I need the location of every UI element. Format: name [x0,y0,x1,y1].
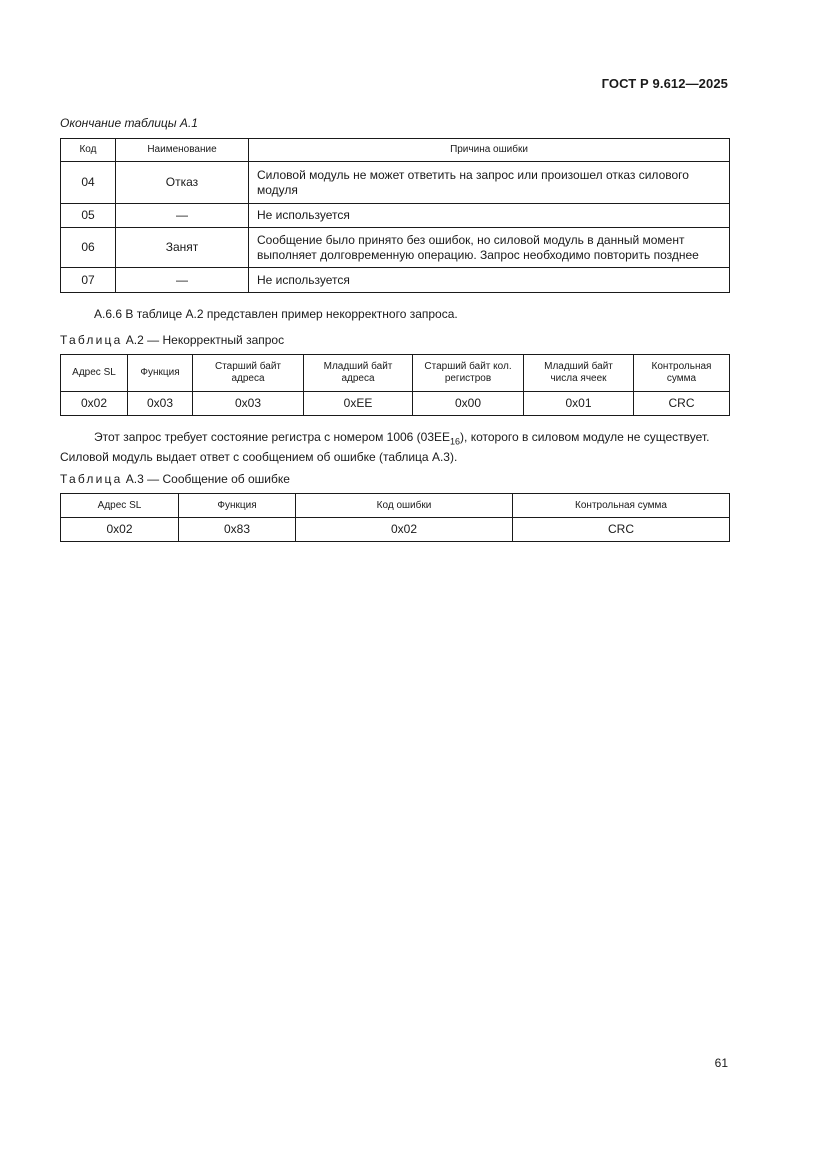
paragraph-a66: А.6.6 В таблице А.2 представлен пример некорректного запроса. [94,307,458,321]
table-row [61,518,730,542]
table-label: Таблица [60,472,123,486]
reason-cell: Сообщение было принято без ошибок, но силовой модуль в данный момент выполняет долговременную операцию. Запрос необходимо повторить позднее [249,228,730,268]
column-header: Старший байт адреса [193,355,304,392]
column-header: Младший байт адреса [304,355,413,392]
column-header: Функция [128,355,193,392]
column-header: Функция [179,494,296,518]
subscript: 16 [450,436,461,447]
column-header: Код [61,139,116,162]
table-cell: 0xEE [304,392,413,416]
table-row [61,392,730,416]
column-header: Старший байт кол. регистров [413,355,524,392]
table-title: А.2 — Некорректный запрос [125,333,285,347]
column-header: Адрес SL [61,494,179,518]
column-header: Контрольная сумма [634,355,730,392]
reason-cell: Не используется [249,204,730,228]
table-label: Таблица [60,333,123,347]
name-cell: — [116,268,249,293]
table-header-row [61,139,730,162]
column-header: Наименование [116,139,249,162]
table-a2 [60,354,730,416]
table-cell: 0x02 [61,518,179,542]
table-cell: CRC [634,392,730,416]
table-header-row [61,494,730,518]
document-code: ГОСТ Р 9.612—2025 [601,76,728,91]
table-row [61,204,730,228]
code-cell: 04 [61,162,116,204]
table-cell: 0x00 [413,392,524,416]
table-a3 [60,493,730,542]
table-cell: 0x83 [179,518,296,542]
table-a2-caption [60,333,284,347]
column-header: Адрес SL [61,355,128,392]
table-row [61,162,730,204]
code-cell: 06 [61,228,116,268]
table-cell: 0x03 [128,392,193,416]
text-run: ), которого в силовом модуле не существует. [460,430,710,444]
column-header: Код ошибки [296,494,513,518]
table-header-row [61,355,730,392]
table-row [61,268,730,293]
page-number: 61 [714,1056,728,1070]
name-cell: Занят [116,228,249,268]
reason-cell: Силовой модуль не может ответить на запрос или произошел отказ силового модуля [249,162,730,204]
column-header: Младший байт числа ячеек [524,355,634,392]
reason-cell: Не используется [249,268,730,293]
code-cell: 07 [61,268,116,293]
name-cell: Отказ [116,162,249,204]
column-header: Контрольная сумма [513,494,730,518]
table-a1 [60,138,730,293]
table-a1-caption: Окончание таблицы А.1 [60,116,198,130]
code-cell: 05 [61,204,116,228]
table-row [61,228,730,268]
table-cell: 0x02 [61,392,128,416]
paragraph-request [60,429,729,465]
text-run: Этот запрос требует состояние регистра с номером 1006 (03EE [94,430,451,444]
table-a3-caption [60,472,290,486]
column-header: Причина ошибки [249,139,730,162]
table-cell: 0x01 [524,392,634,416]
table-title: А.3 — Сообщение об ошибке [125,472,290,486]
name-cell: — [116,204,249,228]
paragraph-line [60,429,729,449]
table-cell: 0x02 [296,518,513,542]
paragraph-line: Силовой модуль выдает ответ с сообщением об ошибке (таблица А.3). [60,450,458,465]
table-cell: 0x03 [193,392,304,416]
table-cell: CRC [513,518,730,542]
